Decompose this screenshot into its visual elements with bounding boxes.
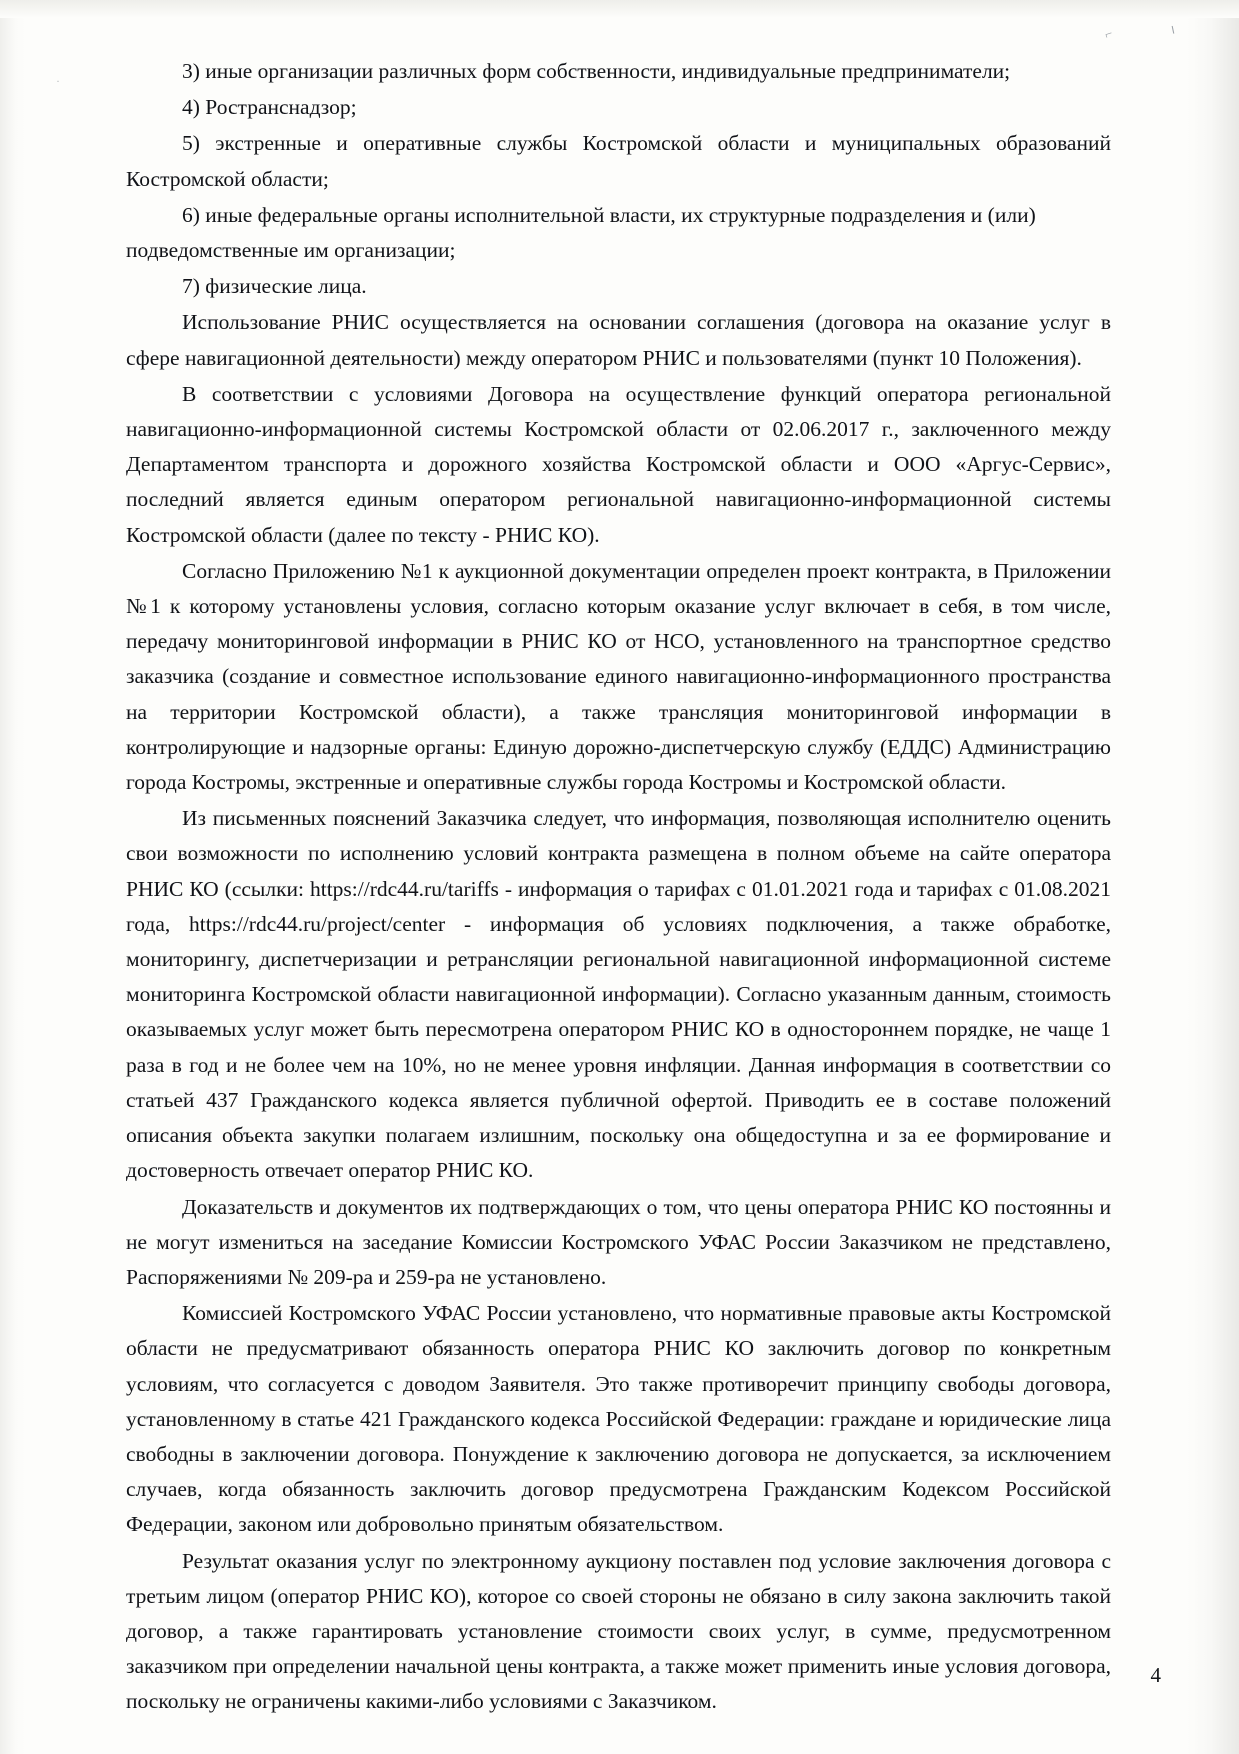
paragraph: Из письменных пояснений Заказчика следует, что информация, позволяющая исполнителю оценить свои возможности по исполнению условий контракта размещена в полном объеме на сайте оператора РНИС КО (ссылки: https://rdc44.ru/tariffs - информация о тарифах с 01.01.2021 года и тарифах с 01.08.2021 года, https://rdc44.ru/project/center - информация об условиях подключения, а также обработке, мониторингу, диспетчеризации и ретрансляции региональной навигационной информационной системе мониторинга Костромской области навигационной информации). Согласно указанным данным, стоимость оказываемых услуг может быть пересмотрена оператором РНИС КО в одностороннем порядке, не чаще 1 раза в год и не более чем на 10%, но не менее уровня инфляции. Данная информация в соответствии со статьей 437 Гражданского кодекса является публичной офертой. Приводить ее в составе положений описания объекта закупки полагаем излишним, поскольку она общедоступна и за ее формирование и достоверность отвечает оператор РНИС КО. bbox=[126, 806, 1111, 1183]
paragraph: Результат оказания услуг по электронному аукциону поставлен под условие заключения договора с третьим лицом (оператор РНИС КО), которое со своей стороны не обязано в силу закона заключить такой договор, а также гарантировать установление стоимости своих услуг, в сумме, предусмотренном заказчиком при определении начальной цены контракта, а также может применить иные условия договора, поскольку не ограничены какими-либо условиями с Заказчиком. bbox=[126, 1548, 1111, 1714]
paragraph: Комиссией Костромского УФАС России установлено, что нормативные правовые акты Костромской области не предусматривают обязанность оператора РНИС КО заключить договор по конкретным условиям, что согласуется с доводом Заявителя. Это также противоречит принципу свободы договора, установленному в статье 421 Гражданского кодекса Российской Федерации: граждане и юридические лица свободны в заключении договора. Понуждение к заключению договора не допускается, за исключением случаев, когда обязанность заключить договор предусмотрена Гражданским Кодексом Российской Федерации, законом или добровольно принятым обязательством. bbox=[126, 1301, 1111, 1537]
paragraph: В соответствии с условиями Договора на осуществление функций оператора региональной навигационно-информационной системы Костромской области от 02.06.2017 г., заключенного между Департаментом транспорта и дорожного хозяйства Костромской области и ООО «Аргус-Сервис», последний является единым оператором региональной навигационно-информационной системы Костромской области (далее по тексту - РНИС КО). bbox=[126, 381, 1111, 547]
paragraph: Использование РНИС осуществляется на основании соглашения (договора на оказание услуг в сфере навигационной деятельности) между оператором РНИС и пользователями (пункт 10 Положения). bbox=[126, 310, 1111, 370]
scan-edge-left bbox=[0, 0, 26, 1754]
paragraph: Согласно Приложению №1 к аукционной документации определен проект контракта, в Приложении №1 к которому установлены условия, согласно которым оказание услуг включает в себя, в том числе, передачу мониторинговой информации в РНИС КО от НСО, установленного на транспортное средство заказчика (создание и совместное использование единого навигационно-информационного пространства на территории Костромской области), а также трансляция мониторинговой информации в контролирующие и надзорные органы: Единую дорожно-диспетчерскую службу (ЕДДС) Администрацию города Костромы, экстренные и оперативные службы города Костромы и Костромской области. bbox=[126, 558, 1111, 795]
paragraph: 5) экстренные и оперативные службы Костромской области и муниципальных образований Костромской области; bbox=[126, 131, 1111, 191]
scan-speck-icon: · bbox=[56, 74, 60, 88]
paragraph: 4) Ространснадзор; bbox=[182, 95, 357, 120]
page-number: 4 bbox=[1150, 1663, 1161, 1687]
paragraph: 3) иные организации различных форм собственности, индивидуальные предприниматели; bbox=[182, 59, 1011, 83]
scan-edge-top bbox=[0, 0, 1239, 18]
paragraph: 7) физические лица. bbox=[182, 274, 367, 299]
scan-edge-right bbox=[1187, 0, 1239, 1754]
document-body bbox=[126, 54, 1111, 1721]
scan-artifact-icon: ⌐ bbox=[1102, 25, 1115, 42]
paragraph: 6) иные федеральные органы исполнительной власти, их структурные подразделения и (или) подведомственные им организации; bbox=[126, 202, 1036, 263]
scan-artifact-icon: ╵ bbox=[1168, 25, 1180, 42]
paragraph: Доказательств и документов их подтверждающих о том, что цены оператора РНИС КО постоянны и не могут измениться на заседание Комиссии Костромского УФАС России Заказчиком не представлено, Распоряжениями № 209-ра и 259-ра не установлено. bbox=[126, 1194, 1111, 1289]
